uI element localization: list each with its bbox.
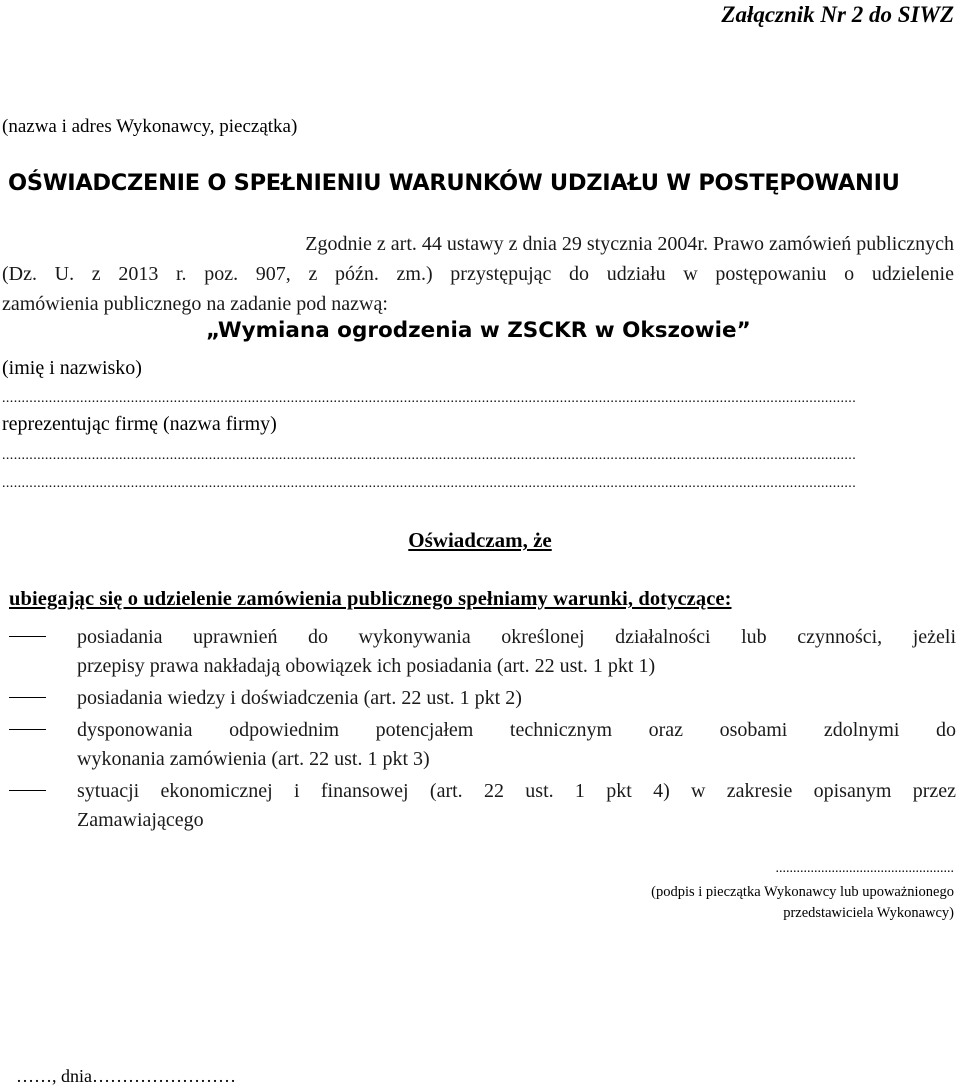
- condition-line-1: sytuacji ekonomicznej i finansowej (art. 22 ust. 1 pkt 4) w zakresie opisanym przez: [77, 780, 956, 802]
- company-label: reprezentując firmę (nazwa firmy): [2, 413, 277, 435]
- condition-item: [0, 777, 960, 835]
- condition-line-1: posiadania wiedzy i doświadczenia (art. 22 ust. 1 pkt 2): [77, 687, 522, 709]
- signature-caption-line-1: (podpis i pieczątka Wykonawcy lub upoważnionego: [651, 884, 954, 900]
- date-line: ……, dnia……………………: [16, 1066, 236, 1086]
- dash-bullet-icon: [9, 729, 46, 730]
- conditions-list: [0, 623, 960, 835]
- signature-dots: ...................................................: [775, 864, 954, 876]
- project-name: „Wymiana ogrodzenia w ZSCKR w Okszowie”: [206, 318, 751, 343]
- condition-line-2: wykonania zamówienia (art. 22 ust. 1 pkt 3): [77, 748, 430, 770]
- intro-line-3: zamówienia publicznego na zadanie pod nazwą:: [2, 293, 388, 315]
- dash-bullet-icon: [9, 697, 46, 698]
- condition-item: [0, 716, 960, 774]
- dash-bullet-icon: [9, 790, 46, 791]
- intro-paragraph: [2, 229, 954, 319]
- contractor-label: (nazwa i adres Wykonawcy, pieczątka): [2, 116, 298, 137]
- name-label: (imię i nazwisko): [2, 357, 142, 379]
- condition-line-2: Zamawiającego: [77, 809, 204, 831]
- condition-line-2: przepisy prawa nakładają obowiązek ich posiadania (art. 22 ust. 1 pkt 1): [77, 655, 656, 677]
- declaration-title: Oświadczam, że: [408, 528, 552, 552]
- condition-line-1: posiadania uprawnień do wykonywania określonej działalności lub czynności, jeżeli: [77, 626, 956, 648]
- signature-caption: [651, 882, 954, 924]
- annex-title: Załącznik Nr 2 do SIWZ: [721, 2, 954, 27]
- name-field-dots: ...........................................................................................................................................................................................................................: [2, 394, 857, 406]
- condition-line-1: dysponowania odpowiednim potencjałem technicznym oraz osobami zdolnymi do: [77, 719, 956, 741]
- company-field-dots-2: ...........................................................................................................................................................................................................................: [2, 479, 857, 491]
- dash-bullet-icon: [9, 636, 46, 637]
- condition-item: [0, 684, 960, 713]
- intro-line-1: Zgodnie z art. 44 ustawy z dnia 29 stycznia 2004r. Prawo zamówień publicznych: [305, 233, 954, 255]
- condition-item: [0, 623, 960, 681]
- intro-line-2: (Dz. U. z 2013 r. poz. 907, z późn. zm.) przystępując do udziału w postępowaniu o udzielenie: [2, 263, 954, 285]
- signature-caption-line-2: przedstawiciela Wykonawcy): [783, 905, 954, 921]
- conditions-subheading: ubiegając się o udzielenie zamówienia publicznego spełniamy warunki, dotyczące:: [9, 588, 732, 610]
- document-heading: OŚWIADCZENIE O SPEŁNIENIU WARUNKÓW UDZIAŁU W POSTĘPOWANIU: [8, 170, 900, 196]
- company-field-dots-1: ...........................................................................................................................................................................................................................: [2, 451, 857, 463]
